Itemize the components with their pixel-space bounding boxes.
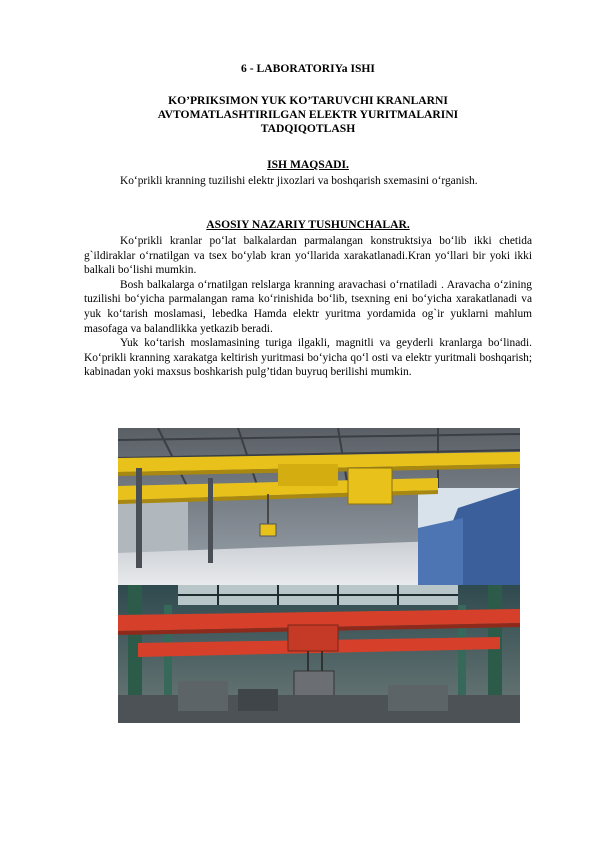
goal-heading-text: ISH MAQSADI. bbox=[267, 158, 349, 171]
lab-title: 6 - LABORATORIYa ISHI bbox=[241, 62, 375, 75]
main-title bbox=[84, 94, 532, 137]
goal-text: Ko‘prikli kranning tuzilishi elektr jixozlari va boshqarish sxemasini o‘rganish. bbox=[120, 175, 478, 187]
main-title-line: KO’PRIKSIMON YUK KO’TARUVCHI KRANLARNI bbox=[168, 94, 448, 107]
red-crane-photo bbox=[118, 585, 520, 723]
concepts-heading-text: ASOSIY NAZARIY TUSHUNCHALAR. bbox=[206, 218, 410, 231]
paragraph: Ko‘prikli kranlar po‘lat balkalardan parmalangan konstruktsiya bo‘lib ikki chetida g`ildiraklar o‘rnatilgan va tsex bo‘ylab kran yo‘llarida xarakatlanadi.Kran yo‘llari bir yoki ikki balkali bo‘lishi mumkin. bbox=[84, 235, 532, 277]
body-text bbox=[84, 234, 532, 380]
goal-heading bbox=[84, 158, 532, 171]
paragraph: Yuk ko‘tarish moslamasining turiga ilgakli, magnitli va geyderli kranlarga bo‘linadi. Ko‘prikli kranning xarakatga keltirish yuritmasi bo‘yicha qo‘l osti va elektr yuritmali boshqarish; kabinadan yoki maxsus boshkarish pulg’tidan buyruq berilishi mumkin. bbox=[84, 337, 532, 379]
concepts-heading bbox=[84, 218, 532, 231]
paragraph: Bosh balkalarga o‘rnatilgan relslarga kranning aravachasi o‘rnatiladi . Aravacha o‘zining tuzilishi bo‘yicha parmalangan rama ko‘rinishida bo‘lib, tsexning eni bo‘yicha xarakatlanadi va yuk ko‘tarish moslamasi, lebedka Hamda elektr yuritma yordamida og`ir yuklarni mahlum masofaga va balandlikka yetkazib beradi. bbox=[84, 278, 532, 335]
goal-paragraph bbox=[84, 174, 532, 189]
yellow-crane-photo bbox=[118, 428, 520, 585]
main-title-line: TADQIQOTLASH bbox=[260, 122, 356, 136]
main-title-line: AVTOMATLASHTIRILGAN ELEKTR YURITMALARINI bbox=[157, 108, 459, 122]
